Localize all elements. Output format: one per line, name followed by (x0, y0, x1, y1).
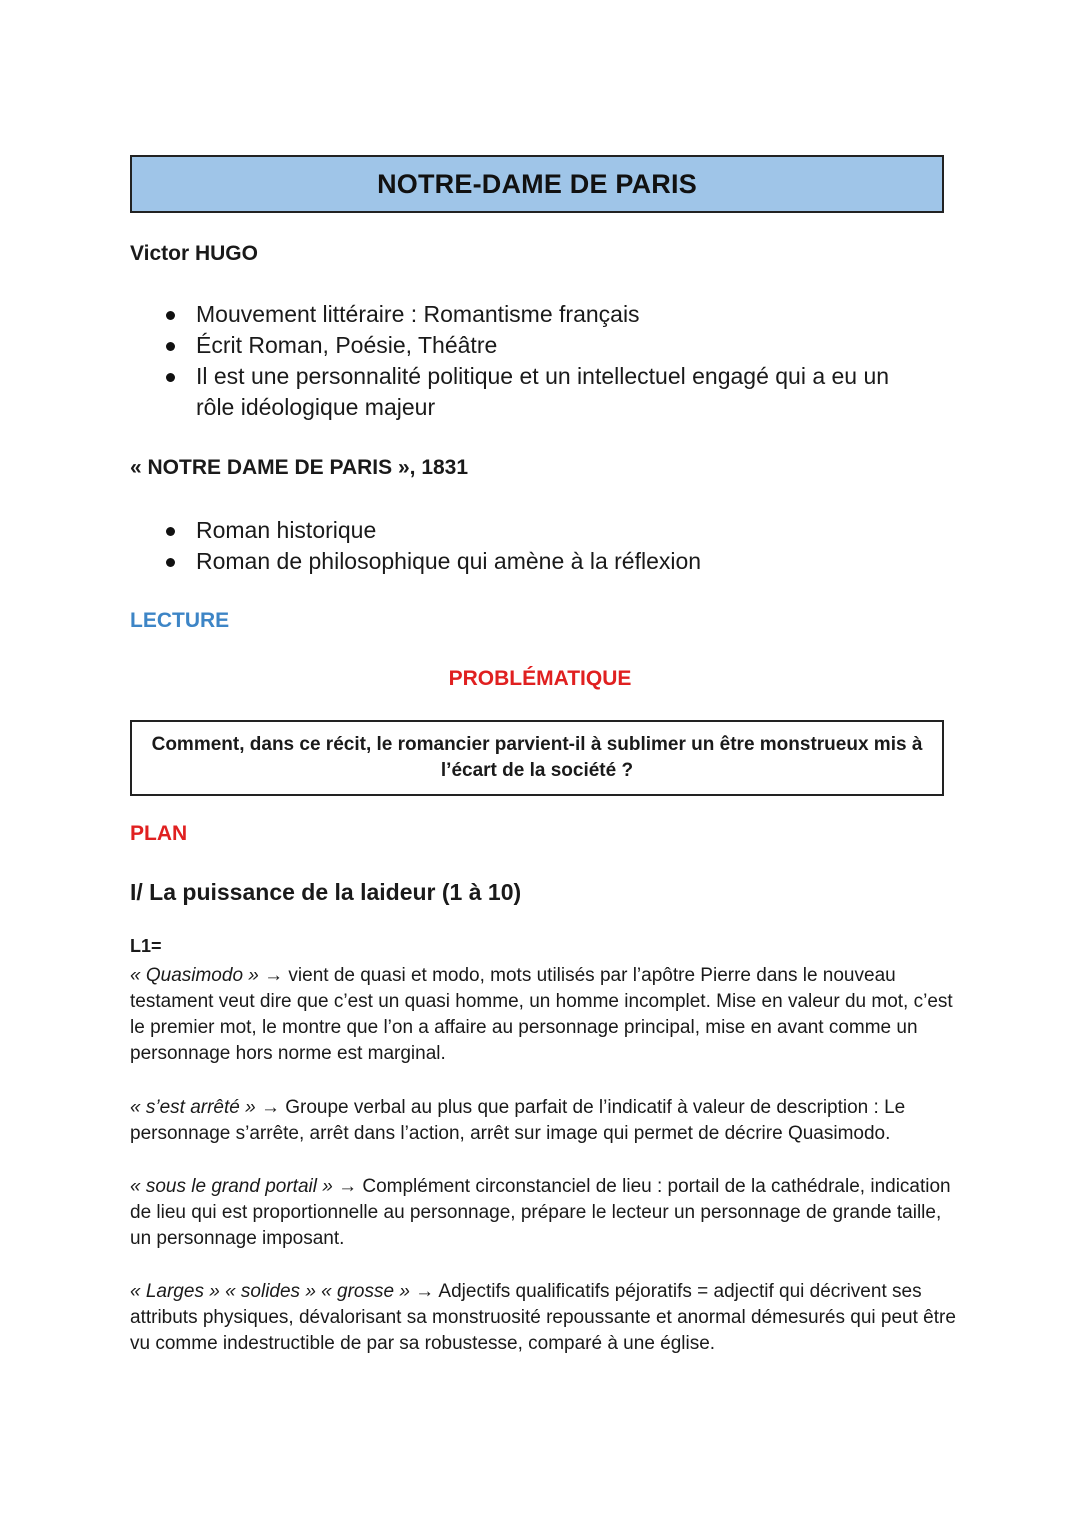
list-item: Écrit Roman, Poésie, Théâtre (162, 330, 922, 361)
line-label: L1= (130, 936, 162, 956)
analysis-text: → Complément circonstanciel de lieu : portail de la cathédrale, indication de lieu qui est proportionnelle au personnage, prépare le lecteur un personnage de grande taille, un personnage imposant. (130, 1176, 951, 1249)
list-item: Mouvement littéraire : Romantisme français (162, 299, 922, 330)
analysis-quote: « s’est arrêté » (130, 1097, 256, 1118)
work-heading: « NOTRE DAME DE PARIS », 1831 (130, 456, 469, 479)
analysis-paragraph (130, 1174, 960, 1252)
section-title: I/ La puissance de la laideur (1 à 10) (130, 879, 522, 905)
title-box (130, 155, 944, 213)
problematique-question: Comment, dans ce récit, le romancier parvient-il à sublimer un être monstrueux mis à l’écart de la société ? (151, 734, 923, 781)
page-title: NOTRE-DAME DE PARIS (377, 168, 697, 199)
list-item: Roman historique (162, 515, 922, 546)
analysis-text: → Adjectifs qualificatifs péjoratifs = adjectif qui décrivent ses attributs physiques, dévalorisant sa monstruosité repoussante et anormal démesurés qui peut être vu comme indestructible de par sa robustesse, comparé à une église. (130, 1281, 956, 1354)
analysis-quote: « Quasimodo » (130, 965, 259, 986)
analysis-paragraph (130, 1095, 960, 1147)
analysis-paragraph (130, 963, 960, 1067)
lecture-label: LECTURE (130, 609, 230, 632)
list-item: Roman de philosophique qui amène à la réflexion (162, 546, 922, 577)
problematique-label: PROBLÉMATIQUE (448, 667, 632, 690)
analysis-paragraph (130, 1279, 960, 1357)
author-name: Victor HUGO (130, 242, 258, 265)
problematique-box (130, 720, 944, 796)
list-item: Il est une personnalité politique et un intellectuel engagé qui a eu un rôle idéologique majeur (162, 361, 922, 423)
analysis-quote: « Larges » « solides » « grosse » (130, 1281, 410, 1302)
analysis-text: → Groupe verbal au plus que parfait de l’indicatif à valeur de description : Le personnage s’arrête, arrêt dans l’action, arrêt sur image qui permet de décrire Quasimodo. (130, 1097, 906, 1144)
analysis-quote: « sous le grand portail » (130, 1176, 333, 1197)
work-bullet-list (162, 515, 922, 577)
analysis-text: → vient de quasi et modo, mots utilisés par l’apôtre Pierre dans le nouveau testament veut dire que c’est un quasi homme, un homme incomplet. Mise en valeur du mot, c’est le premier mot, le montre que l’on a affaire au personnage principal, mise en avant comme un personnage hors norme est marginal. (130, 965, 953, 1064)
author-bullet-list (162, 299, 922, 423)
plan-label: PLAN (130, 822, 188, 845)
